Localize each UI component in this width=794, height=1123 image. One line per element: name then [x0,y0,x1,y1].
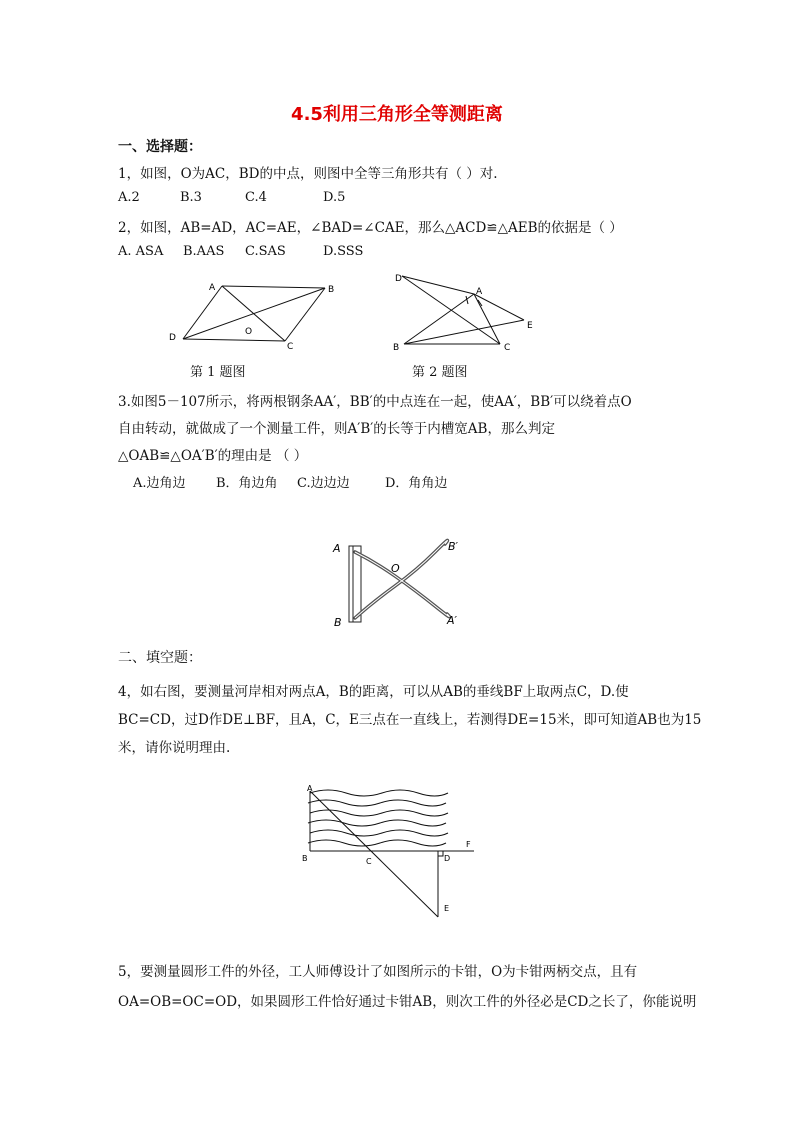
question-4-line-3: 米，请你说明理由. [118,740,231,756]
section-choice-heading: 一、选择题： [118,139,202,155]
question-1-option-c: C.4 [245,190,267,205]
fig3-label-b: B [334,616,342,629]
question-3-line-1: 3.如图5－107所示，将两根钢条AA′，BB′的中点连在一起，使AA′，BB′可以绕着点O [118,394,632,410]
question-3-option-c: C.边边边 [297,476,350,491]
question-3-option-b: B．角边角 [216,476,278,491]
fig1-label-c: C [287,342,294,350]
fig3-label-a: A [333,542,341,555]
question-3-option-d: D．角角边 [385,476,448,491]
question-4-line-2: BC=CD，过D作DE⊥BF，且A，C，E三点在一直线上，若测得DE=15米，即可知道AB也为15 [118,712,702,728]
fig3-label-o: O [391,562,400,575]
fig1-label-d: D [169,333,176,343]
question-2-option-b: B.AAS [183,244,225,259]
fig2-label-a: A [476,287,483,297]
fig4-label-d: D [444,854,451,863]
question-1-option-d: D.5 [323,190,346,205]
question-4-line-1: 4，如右图，要测量河岸相对两点A，B的距离，可以从AB的垂线BF上取两点C，D.使 [118,684,629,700]
fig4-label-c: C [366,857,372,866]
question-1-text: 1，如图，O为AC，BD的中点，则图中全等三角形共有（ ）对. [118,166,498,182]
figure-2-caption: 第 2 题图 [412,365,468,380]
fig4-label-b: B [302,854,308,863]
question-3-line-3: △OAB≌△OA′B′的理由是 （ ） [118,448,308,464]
fig1-label-b: B [328,285,335,295]
fig2-label-b: B [393,343,400,353]
question-2-option-d: D.SSS [323,244,364,259]
fig4-label-f: F [466,840,471,849]
question-1-option-a: A.2 [118,190,140,205]
question-1-option-b: B.3 [180,190,202,205]
figure-1-parallelogram [165,278,345,350]
question-5-line-2: OA=OB=OC=OD，如果圆形工件恰好通过卡钳AB，则次工件的外径必是CD之长了，你能说明 [118,994,697,1010]
question-3-line-2: 自由转动，就做成了一个测量工件，则A′B′的长等于内槽宽AB，那么判定 [118,421,555,437]
figure-1-caption: 第 1 题图 [190,365,246,380]
fig2-label-c: C [504,343,511,353]
fig2-label-e: E [527,321,533,331]
figure-2-triangles [390,266,545,356]
question-2-option-a: A. ASA [118,244,164,259]
fig1-label-o: O [245,327,253,337]
fig1-label-a: A [209,283,216,293]
fig4-label-a: A [307,784,313,793]
question-2-option-c: C.SAS [245,244,286,259]
question-5-line-1: 5，要测量圆形工件的外径，工人师傅设计了如图所示的卡钳，O为卡钳两柄交点，且有 [118,964,638,980]
question-2-text: 2，如图，AB=AD，AC=AE，∠BAD=∠CAE，那么△ACD≌△AEB的依据是（ ） [118,220,623,236]
question-3-option-a: A.边角边 [133,476,186,491]
fig4-label-e: E [444,904,450,913]
fig3-label-a-prime: A′ [447,614,458,627]
page-title: 4.5利用三角形全等测距离 [291,104,503,125]
figure-4-river [298,783,483,923]
fig3-label-b-prime: B′ [448,540,459,553]
fig2-label-d: D [395,274,402,284]
section-fill-heading: 二、填空题： [118,650,202,666]
figure-3-caliper [325,530,470,630]
